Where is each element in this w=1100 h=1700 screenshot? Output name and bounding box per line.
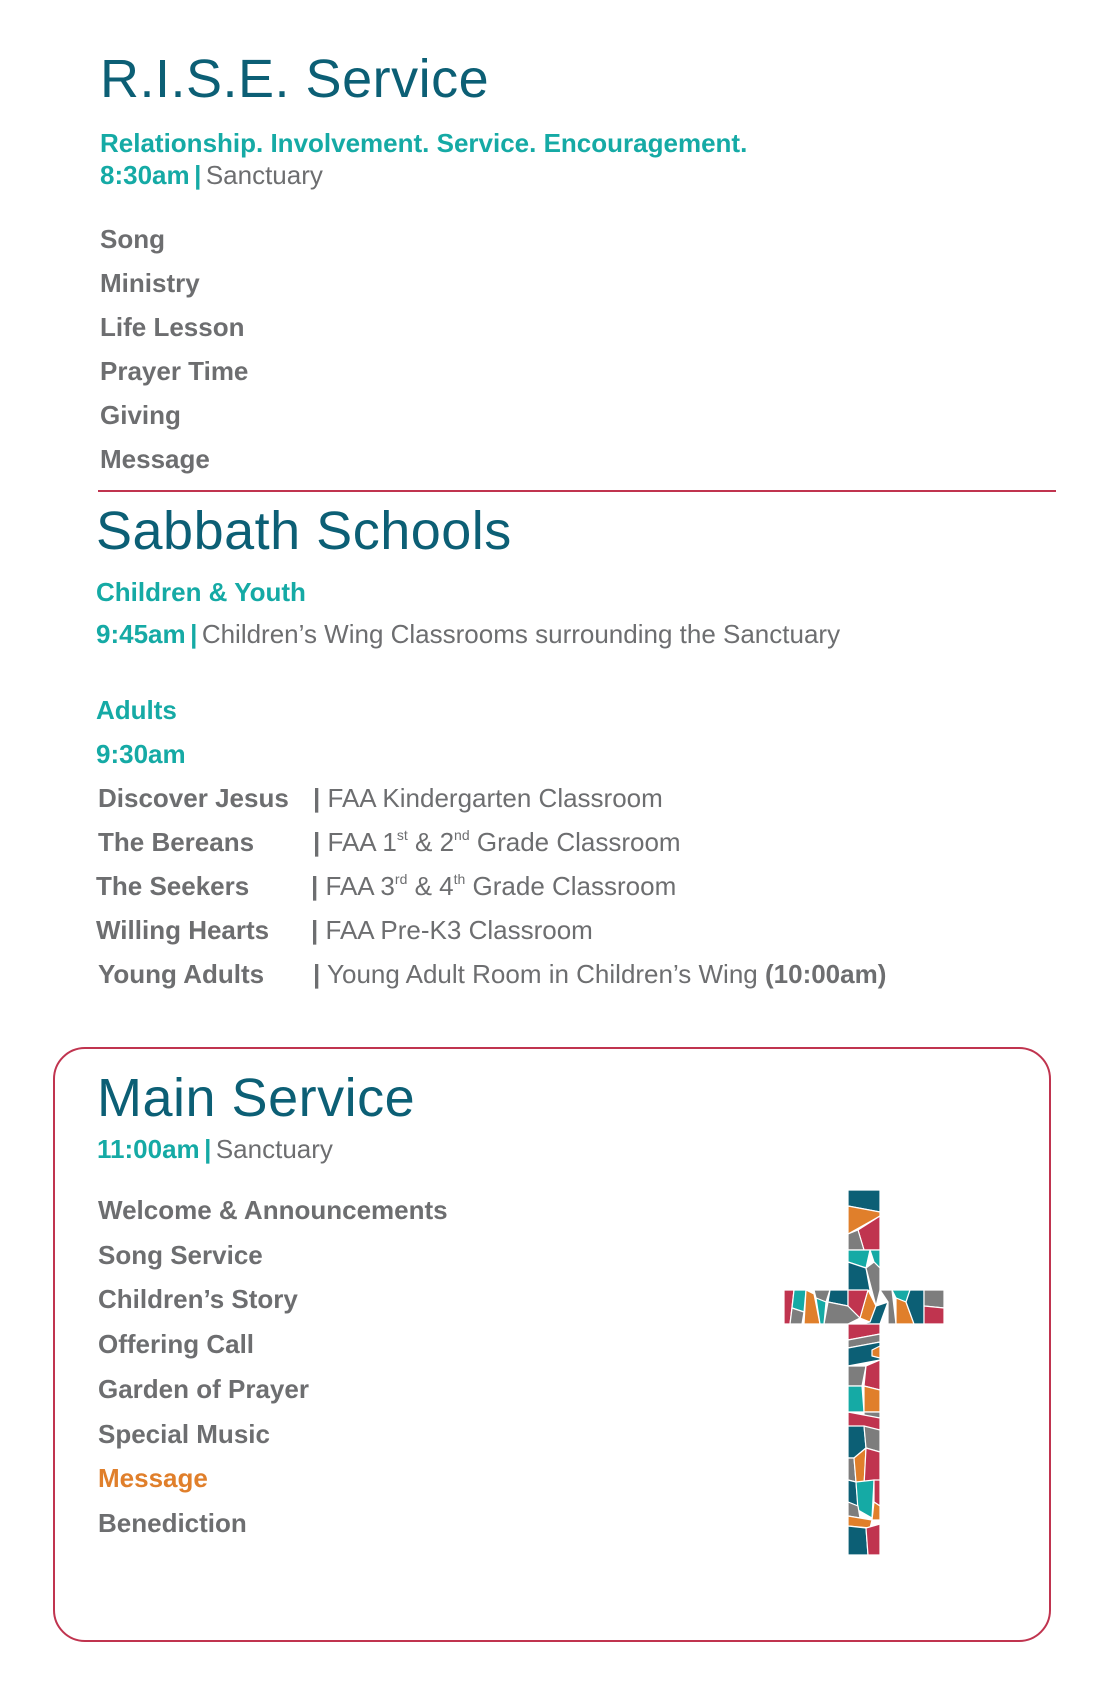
children-time: 9:45am [96, 619, 186, 649]
list-item: Welcome & Announcements [98, 1195, 448, 1225]
section-divider [98, 490, 1056, 492]
class-name: The Bereans [98, 827, 255, 857]
room-text: FAA 1 [327, 827, 397, 857]
separator-bar: | [311, 915, 319, 945]
list-item: Garden of Prayer [98, 1373, 309, 1404]
list-item: Offering Call [98, 1329, 255, 1360]
separator-bar: | [313, 959, 321, 989]
cross-glass-piece [864, 1386, 880, 1412]
separator-bar: | [194, 160, 202, 190]
room-time-note: (10:00am) [764, 959, 887, 989]
ordinal-suffix: nd [454, 827, 470, 843]
list-item: Song [100, 224, 165, 254]
children-youth-label: Children & Youth [96, 577, 306, 607]
adults-time: 9:30am [96, 739, 186, 769]
rise-subtitle: Relationship. Involvement. Service. Encouragement. [100, 128, 748, 158]
main-time: 11:00am [97, 1134, 200, 1164]
adults-label: Adults [96, 695, 177, 725]
rise-time: 8:30am [100, 160, 190, 190]
rise-title: R.I.S.E. Service [100, 49, 490, 109]
class-name: Discover Jesus [98, 783, 289, 813]
ordinal-suffix: rd [394, 871, 408, 887]
ordinal-suffix: st [396, 827, 408, 843]
room-text: & 2 [407, 827, 455, 857]
cross-glass-piece [848, 1386, 864, 1412]
main-location: Sanctuary [215, 1134, 333, 1164]
list-item: Message [100, 444, 210, 474]
list-item: Benediction [98, 1507, 247, 1538]
cross-glass-piece [848, 1526, 868, 1555]
room-text: Grade Classroom [465, 871, 677, 901]
main-service-title: Main Service [97, 1068, 416, 1128]
cross-glass-piece [872, 1502, 880, 1520]
class-name: Willing Hearts [96, 915, 270, 945]
separator-bar: | [313, 783, 321, 813]
main-time-location [97, 1136, 333, 1162]
children-time-location [96, 621, 840, 647]
room-text: FAA Pre-K3 Classroom [325, 915, 593, 945]
list-item: Life Lesson [100, 312, 245, 342]
class-room [311, 917, 593, 943]
cross-glass-piece [866, 1524, 880, 1555]
cross-glass-piece [848, 1366, 866, 1386]
class-room [313, 961, 886, 987]
separator-bar: | [190, 619, 198, 649]
room-text: Young Adult Room in Children’s Wing [327, 959, 765, 989]
class-name: Young Adults [98, 959, 265, 989]
class-name: The Seekers [96, 871, 250, 901]
class-room [313, 829, 681, 855]
list-item-highlighted: Message [98, 1463, 208, 1494]
separator-bar: | [311, 871, 319, 901]
separator-bar: | [204, 1134, 212, 1164]
list-item: Song Service [98, 1239, 263, 1270]
ordinal-suffix: th [453, 871, 466, 887]
class-room [313, 785, 663, 811]
cross-glass-piece [864, 1360, 880, 1390]
room-text: FAA 3 [325, 871, 395, 901]
sabbath-schools-title: Sabbath Schools [96, 501, 512, 561]
list-item: Prayer Time [100, 356, 249, 386]
list-item: Special Music [98, 1418, 270, 1449]
rise-location: Sanctuary [205, 160, 323, 190]
cross-glass-piece [924, 1290, 944, 1308]
separator-bar: | [313, 827, 321, 857]
list-item: Ministry [100, 268, 200, 298]
room-text: FAA Kindergarten Classroom [327, 783, 663, 813]
rise-time-location [100, 162, 323, 188]
class-room [311, 873, 676, 899]
stained-glass-cross-icon [784, 1190, 944, 1555]
list-item: Children’s Story [98, 1284, 298, 1315]
room-text: Grade Classroom [469, 827, 681, 857]
room-text: & 4 [407, 871, 454, 901]
cross-glass-piece [924, 1306, 944, 1324]
children-location: Children’s Wing Classrooms surrounding the Sanctuary [201, 619, 841, 649]
list-item: Giving [100, 400, 181, 430]
